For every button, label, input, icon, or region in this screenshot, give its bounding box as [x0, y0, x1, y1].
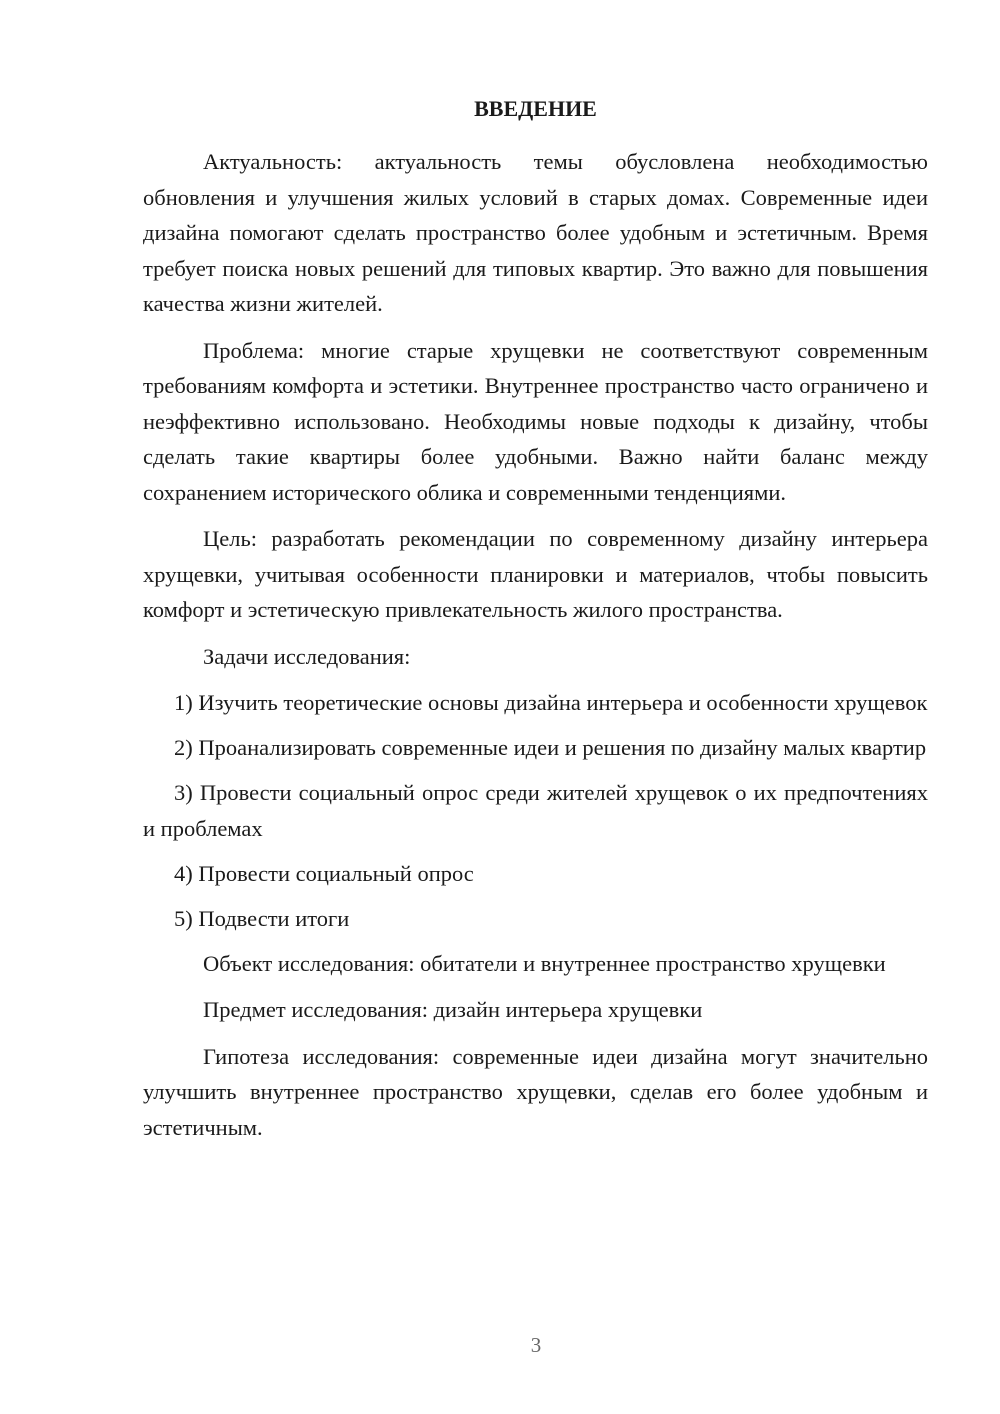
paragraph-goal: Цель: разработать рекомендации по современному дизайну интерьера хрущевки, учитывая особенности планировки и материалов, чтобы повысить комфорт и эстетическую привлекательность жилого пространства.	[143, 526, 928, 622]
paragraph-relevance: Актуальность: актуальность темы обусловлена необходимостью обновления и улучшения жилых условий в старых домах. Современные идеи дизайна помогают сделать пространство более удобным и эстетичным. Время требует поиска новых решений для типовых квартир. Это важно для повышения качества жизни жителей.	[143, 149, 928, 316]
paragraph-object: Объект исследования: обитатели и внутреннее пространство хрущевки	[203, 950, 886, 976]
paragraph-problem: Проблема: многие старые хрущевки не соответствуют современным требованиям комфорта и эстетики. Внутреннее пространство часто ограничено и неэффективно использовано. Необходимы новые подходы к дизайну, чтобы сделать такие квартиры более удобными. Важно найти баланс между сохранением исторического облика и современными тенденциями.	[143, 337, 928, 505]
task-item: 3) Провести социальный опрос среди жителей хрущевок о их предпочтениях и проблемах	[143, 780, 928, 841]
page-number: 3	[530, 1333, 542, 1357]
task-item: 2) Проанализировать современные идеи и решения по дизайну малых квартир	[174, 735, 927, 760]
task-item: 4) Провести социальный опрос	[174, 860, 474, 886]
document-page	[143, 92, 928, 1156]
task-item: 5) Подвести итоги	[174, 905, 350, 931]
task-item: 1) Изучить теоретические основы дизайна интерьера и особенности хрущевок	[174, 690, 928, 715]
paragraph-tasks-heading: Задачи исследования:	[203, 643, 411, 669]
paragraph-subject: Предмет исследования: дизайн интерьера хрущевки	[203, 997, 703, 1022]
page-title: ВВЕДЕНИЕ	[474, 96, 597, 121]
paragraph-hypothesis: Гипотеза исследования: современные идеи дизайна могут значительно улучшить внутреннее пространство хрущевки, сделав его более удобным и эстетичным.	[143, 1043, 928, 1140]
